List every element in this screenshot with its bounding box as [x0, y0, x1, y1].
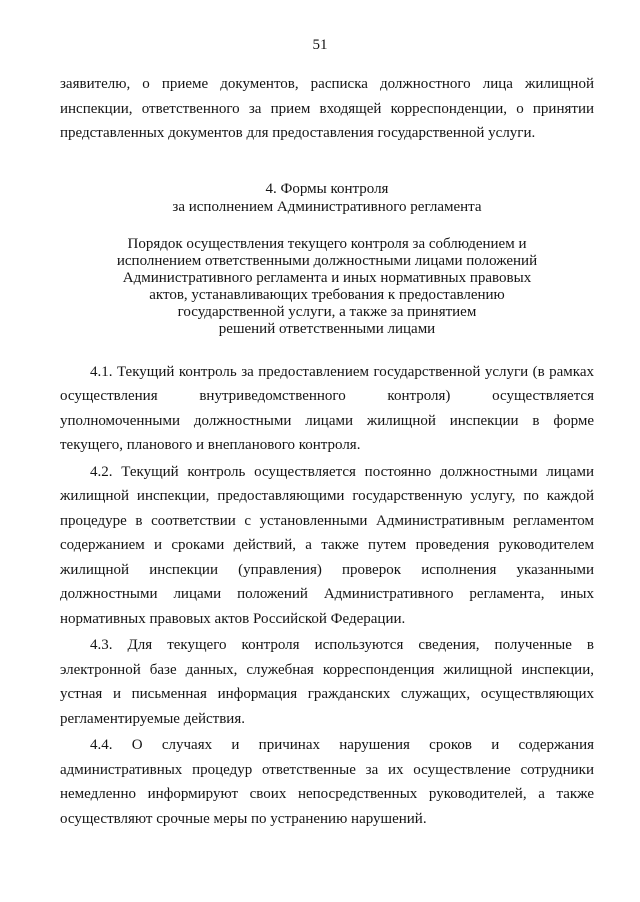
- subheading-line-1: Порядок осуществления текущего контроля за соблюдением и: [127, 235, 527, 252]
- page-number: 51: [312, 37, 328, 53]
- document-body: [60, 72, 594, 831]
- subheading-line-5: государственной услуги, а также за принятием: [177, 303, 477, 320]
- section-title: [60, 180, 594, 216]
- paragraph-4-1: 4.1. Текущий контроль за предоставлением государственной услуги (в рамках осуществления внутриведомственного контроля) осуществляется уполномоченными должностными лицами жилищной инспекции в форме текущего, планового и внепланового контроля.: [60, 363, 594, 453]
- subheading: [60, 236, 594, 338]
- section-title-line-1: 4. Формы контроля: [265, 180, 389, 197]
- paragraph-4-3: 4.3. Для текущего контроля используются сведения, полученные в электронной базе данных, служебная корреспонденция жилищной инспекции, устная и письменная информация гражданских служащих, осуществляющих регламентируемые действия.: [60, 637, 594, 727]
- subheading-line-3: Административного регламента и иных нормативных правовых: [122, 269, 532, 286]
- subheading-line-2: исполнением ответственными должностными лицами положений: [116, 252, 538, 269]
- subheading-line-6: решений ответственными лицами: [218, 320, 436, 337]
- section-title-line-2: за исполнением Административного регламента: [172, 198, 482, 215]
- paragraph-4-4: 4.4. О случаях и причинах нарушения сроков и содержания административных процедур ответственные за их осуществление сотрудники немедленно информируют своих непосредственных руководителей, а также осуществляют срочные меры по устранению нарушений.: [60, 737, 594, 827]
- subheading-line-4: актов, устанавливающих требования к предоставлению: [149, 286, 505, 303]
- paragraph-intro: заявителю, о приеме документов, расписка должностного лица жилищной инспекции, ответственного за прием входящей корреспонденции, о принятии представленных документов для предоставления государственной услуги.: [60, 76, 594, 141]
- paragraph-4-2: 4.2. Текущий контроль осуществляется постоянно должностными лицами жилищной инспекции, предоставляющими государственную услугу, по каждой процедуре в соответствии с установленными Административным регламентом содержанием и сроками действий, а также путем проведения руководителем жилищной инспекции (управления) проверок исполнения указанными должностными лицами положений Административного регламента, иных нормативных правовых актов Российской Федерации.: [60, 463, 594, 627]
